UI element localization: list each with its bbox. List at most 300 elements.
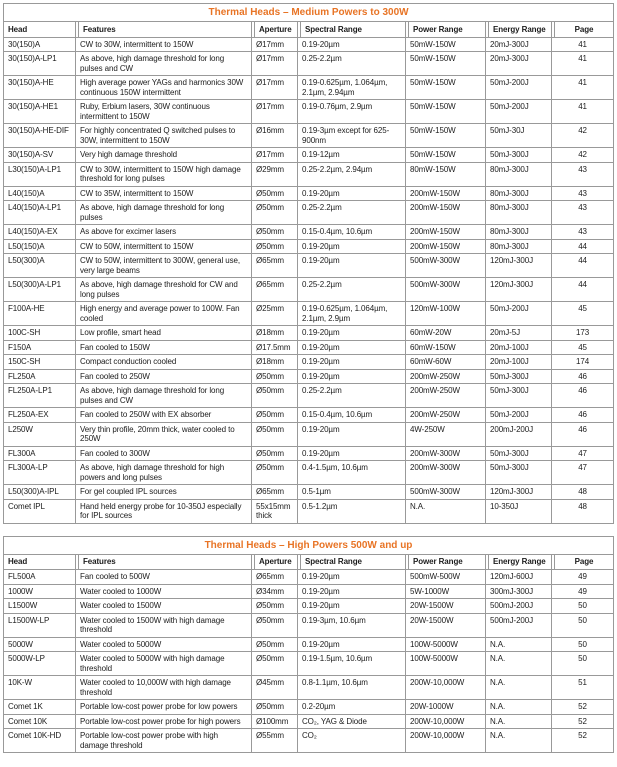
table-row xyxy=(4,676,614,700)
cell-power-range: N.A. xyxy=(406,499,486,523)
table-row xyxy=(4,384,614,408)
cell-head: L40(150)A-LP1 xyxy=(4,201,76,225)
cell-power-range: 50mW-150W xyxy=(406,100,486,124)
cell-aperture: Ø50mm xyxy=(252,186,298,201)
table-row xyxy=(4,461,614,485)
table-title: Thermal Heads – Medium Powers to 300W xyxy=(4,4,614,22)
column-header-spectral-range: Spectral Range xyxy=(298,554,406,570)
cell-features: CW to 30W, intermittent to 150W xyxy=(76,37,252,52)
cell-energy-range: 20mJ-5J xyxy=(486,326,552,341)
table-row xyxy=(4,599,614,614)
cell-spectral-range: CO₂ xyxy=(298,729,406,753)
cell-head: L50(300)A-IPL xyxy=(4,485,76,500)
table-row xyxy=(4,239,614,254)
column-header-energy-range: Energy Range xyxy=(486,554,552,570)
cell-aperture: Ø34mm xyxy=(252,584,298,599)
cell-head: 100C-SH xyxy=(4,326,76,341)
cell-aperture: Ø50mm xyxy=(252,461,298,485)
cell-features: Fan cooled to 150W xyxy=(76,340,252,355)
table-row xyxy=(4,422,614,446)
cell-features: Water cooled to 10,000W with high damage threshold xyxy=(76,676,252,700)
cell-aperture: Ø17mm xyxy=(252,52,298,76)
cell-head: 30(150)A-LP1 xyxy=(4,52,76,76)
cell-spectral-range: 0.19-20µm xyxy=(298,37,406,52)
cell-energy-range: 300mJ-300J xyxy=(486,584,552,599)
cell-head: Comet 1K xyxy=(4,700,76,715)
cell-page: 41 xyxy=(552,100,614,124)
cell-spectral-range: 0.25-2.2µm, 2.94µm xyxy=(298,162,406,186)
cell-features: High energy and average power to 100W. Fan cooled xyxy=(76,302,252,326)
column-header-page: Page xyxy=(552,22,614,38)
cell-features: Water cooled to 1500W with high damage threshold xyxy=(76,613,252,637)
cell-energy-range: 20mJ-100J xyxy=(486,355,552,370)
cell-power-range: 50mW-150W xyxy=(406,124,486,148)
column-header-aperture: Aperture xyxy=(252,554,298,570)
cell-features: Compact conduction cooled xyxy=(76,355,252,370)
cell-power-range: 50mW-150W xyxy=(406,52,486,76)
cell-power-range: 50mW-150W xyxy=(406,148,486,163)
table-row xyxy=(4,201,614,225)
cell-page: 44 xyxy=(552,254,614,278)
cell-aperture: Ø17mm xyxy=(252,100,298,124)
cell-spectral-range: 0.19-20µm xyxy=(298,570,406,585)
cell-power-range: 200W-10,000W xyxy=(406,714,486,729)
table-row xyxy=(4,254,614,278)
cell-power-range: 100W-5000W xyxy=(406,637,486,652)
cell-head: 30(150)A-HE1 xyxy=(4,100,76,124)
cell-page: 42 xyxy=(552,124,614,148)
table-row xyxy=(4,225,614,240)
cell-energy-range: 50mJ-300J xyxy=(486,384,552,408)
column-header-features: Features xyxy=(76,554,252,570)
table-row xyxy=(4,570,614,585)
cell-energy-range: 10-350J xyxy=(486,499,552,523)
cell-features: Very high damage threshold xyxy=(76,148,252,163)
cell-energy-range: 80mJ-300J xyxy=(486,186,552,201)
products-table-medium-powers xyxy=(3,3,614,524)
cell-power-range: 200mW-150W xyxy=(406,186,486,201)
cell-energy-range: 50mJ-200J xyxy=(486,408,552,423)
table-row xyxy=(4,652,614,676)
cell-spectral-range: 0.19-20µm xyxy=(298,239,406,254)
table-row xyxy=(4,278,614,302)
table-row xyxy=(4,124,614,148)
cell-features: Water cooled to 1000W xyxy=(76,584,252,599)
cell-power-range: 200mW-250W xyxy=(406,384,486,408)
cell-features: High average power YAGs and harmonics 30W continuous 150W intermittent xyxy=(76,76,252,100)
cell-power-range: 20W-1500W xyxy=(406,613,486,637)
cell-power-range: 50mW-150W xyxy=(406,76,486,100)
cell-spectral-range: 0.19-20µm xyxy=(298,446,406,461)
cell-aperture: Ø29mm xyxy=(252,162,298,186)
cell-page: 45 xyxy=(552,340,614,355)
cell-head: 150C-SH xyxy=(4,355,76,370)
cell-power-range: 60mW-20W xyxy=(406,326,486,341)
cell-spectral-range: 0.19-20µm xyxy=(298,584,406,599)
cell-spectral-range: 0.19-20µm xyxy=(298,355,406,370)
cell-aperture: Ø50mm xyxy=(252,446,298,461)
column-header-head: Head xyxy=(4,22,76,38)
cell-power-range: 500mW-500W xyxy=(406,570,486,585)
cell-page: 44 xyxy=(552,239,614,254)
cell-aperture: Ø45mm xyxy=(252,676,298,700)
table-row xyxy=(4,584,614,599)
cell-power-range: 200mW-250W xyxy=(406,369,486,384)
cell-head: FL250A xyxy=(4,369,76,384)
cell-power-range: 20W-1000W xyxy=(406,700,486,715)
cell-energy-range: 50mJ-30J xyxy=(486,124,552,148)
cell-aperture: Ø17mm xyxy=(252,37,298,52)
table-row xyxy=(4,302,614,326)
cell-spectral-range: 0.19-3µm, 10.6µm xyxy=(298,613,406,637)
cell-spectral-range: 0.5-1.2µm xyxy=(298,499,406,523)
cell-spectral-range: 0.25-2.2µm xyxy=(298,201,406,225)
cell-energy-range: 50mJ-200J xyxy=(486,100,552,124)
cell-features: Fan cooled to 250W with EX absorber xyxy=(76,408,252,423)
cell-power-range: 200mW-300W xyxy=(406,461,486,485)
cell-energy-range: 80mJ-300J xyxy=(486,201,552,225)
cell-features: CW to 30W, intermittent to 150W high damage threshold for long pulses xyxy=(76,162,252,186)
cell-spectral-range: 0.19-20µm xyxy=(298,422,406,446)
cell-energy-range: 50mJ-300J xyxy=(486,369,552,384)
cell-power-range: 200mW-300W xyxy=(406,446,486,461)
cell-power-range: 80mW-150W xyxy=(406,162,486,186)
table-title: Thermal Heads – High Powers 500W and up xyxy=(4,536,614,554)
column-header-aperture: Aperture xyxy=(252,22,298,38)
cell-head: L50(300)A-LP1 xyxy=(4,278,76,302)
cell-page: 43 xyxy=(552,186,614,201)
cell-features: Fan cooled to 250W xyxy=(76,369,252,384)
cell-page: 51 xyxy=(552,676,614,700)
cell-page: 49 xyxy=(552,584,614,599)
cell-features: Portable low-cost power probe with high damage threshold xyxy=(76,729,252,753)
cell-features: Very thin profile, 20mm thick, water cooled to 250W xyxy=(76,422,252,446)
cell-aperture: Ø100mm xyxy=(252,714,298,729)
cell-energy-range: 20mJ-100J xyxy=(486,340,552,355)
cell-features: Low profile, smart head xyxy=(76,326,252,341)
cell-energy-range: N.A. xyxy=(486,637,552,652)
cell-head: FL300A-LP xyxy=(4,461,76,485)
cell-power-range: 200W-10,000W xyxy=(406,676,486,700)
cell-aperture: Ø50mm xyxy=(252,613,298,637)
cell-features: For highly concentrated Q switched pulses to 30W, intermittent to 150W xyxy=(76,124,252,148)
cell-energy-range: 50mJ-200J xyxy=(486,302,552,326)
column-header-power-range: Power Range xyxy=(406,22,486,38)
column-header-features: Features xyxy=(76,22,252,38)
cell-spectral-range: 0.19-20µm xyxy=(298,340,406,355)
cell-energy-range: 120mJ-300J xyxy=(486,254,552,278)
cell-features: As above, high damage threshold for CW and long pulses xyxy=(76,278,252,302)
cell-spectral-range: 0.19-0.76µm, 2.9µm xyxy=(298,100,406,124)
cell-aperture: Ø50mm xyxy=(252,599,298,614)
cell-power-range: 60mW-60W xyxy=(406,355,486,370)
cell-head: 30(150)A-HE xyxy=(4,76,76,100)
cell-power-range: 50mW-150W xyxy=(406,37,486,52)
cell-energy-range: N.A. xyxy=(486,700,552,715)
column-header-spectral-range: Spectral Range xyxy=(298,22,406,38)
cell-features: As above, high damage threshold for long pulses and CW xyxy=(76,52,252,76)
cell-page: 48 xyxy=(552,499,614,523)
table-row xyxy=(4,162,614,186)
cell-head: L50(150)A xyxy=(4,239,76,254)
cell-energy-range: 120mJ-600J xyxy=(486,570,552,585)
cell-power-range: 200W-10,000W xyxy=(406,729,486,753)
cell-features: Fan cooled to 500W xyxy=(76,570,252,585)
cell-energy-range: N.A. xyxy=(486,729,552,753)
cell-energy-range: 500mJ-200J xyxy=(486,613,552,637)
cell-head: L40(150)A-EX xyxy=(4,225,76,240)
cell-spectral-range: 0.25-2.2µm xyxy=(298,278,406,302)
table-title-row xyxy=(4,536,614,554)
cell-aperture: Ø17mm xyxy=(252,76,298,100)
cell-spectral-range: 0.19-20µm xyxy=(298,326,406,341)
cell-energy-range: 200mJ-200J xyxy=(486,422,552,446)
cell-energy-range: 500mJ-200J xyxy=(486,599,552,614)
cell-energy-range: 20mJ-300J xyxy=(486,52,552,76)
cell-features: CW to 50W, intermittent to 150W xyxy=(76,239,252,254)
cell-energy-range: 80mJ-300J xyxy=(486,239,552,254)
cell-spectral-range: 0.19-0.625µm, 1.064µm, 2.1µm, 2.94µm xyxy=(298,76,406,100)
cell-spectral-range: 0.19-0.625µm, 1.064µm, 2.1µm, 2.9µm xyxy=(298,302,406,326)
cell-aperture: 55x15mm thick xyxy=(252,499,298,523)
table-body xyxy=(4,536,614,753)
cell-head: L1500W-LP xyxy=(4,613,76,637)
cell-power-range: 500mW-300W xyxy=(406,254,486,278)
table-row xyxy=(4,408,614,423)
cell-features: As above, high damage threshold for long pulses and CW xyxy=(76,384,252,408)
cell-energy-range: 120mJ-300J xyxy=(486,485,552,500)
cell-features: Portable low-cost power probe for high powers xyxy=(76,714,252,729)
cell-head: 5000W xyxy=(4,637,76,652)
cell-features: Water cooled to 1500W xyxy=(76,599,252,614)
cell-page: 174 xyxy=(552,355,614,370)
cell-power-range: 100W-5000W xyxy=(406,652,486,676)
table-row xyxy=(4,340,614,355)
table-row xyxy=(4,326,614,341)
cell-aperture: Ø55mm xyxy=(252,729,298,753)
cell-page: 49 xyxy=(552,570,614,585)
cell-spectral-range: CO₂, YAG & Diode xyxy=(298,714,406,729)
cell-spectral-range: 0.19-20µm xyxy=(298,599,406,614)
cell-energy-range: 80mJ-300J xyxy=(486,225,552,240)
table-row xyxy=(4,148,614,163)
table-row xyxy=(4,613,614,637)
cell-aperture: Ø65mm xyxy=(252,485,298,500)
cell-energy-range: N.A. xyxy=(486,714,552,729)
cell-page: 50 xyxy=(552,613,614,637)
table-row xyxy=(4,76,614,100)
cell-aperture: Ø25mm xyxy=(252,302,298,326)
cell-features: Water cooled to 5000W with high damage threshold xyxy=(76,652,252,676)
cell-page: 52 xyxy=(552,714,614,729)
cell-page: 41 xyxy=(552,52,614,76)
cell-spectral-range: 0.19-20µm xyxy=(298,254,406,278)
cell-energy-range: 50mJ-300J xyxy=(486,446,552,461)
cell-page: 41 xyxy=(552,76,614,100)
cell-aperture: Ø65mm xyxy=(252,254,298,278)
cell-aperture: Ø16mm xyxy=(252,124,298,148)
table-row xyxy=(4,446,614,461)
cell-features: Fan cooled to 300W xyxy=(76,446,252,461)
cell-spectral-range: 0.19-20µm xyxy=(298,637,406,652)
cell-energy-range: N.A. xyxy=(486,652,552,676)
column-header-head: Head xyxy=(4,554,76,570)
cell-features: As above for excimer lasers xyxy=(76,225,252,240)
cell-aperture: Ø65mm xyxy=(252,278,298,302)
cell-page: 173 xyxy=(552,326,614,341)
cell-power-range: 200mW-150W xyxy=(406,225,486,240)
cell-head: FL300A xyxy=(4,446,76,461)
cell-head: 10K-W xyxy=(4,676,76,700)
cell-spectral-range: 0.15-0.4µm, 10.6µm xyxy=(298,225,406,240)
cell-spectral-range: 0.19-20µm xyxy=(298,369,406,384)
cell-head: L1500W xyxy=(4,599,76,614)
cell-aperture: Ø50mm xyxy=(252,422,298,446)
cell-page: 50 xyxy=(552,652,614,676)
cell-power-range: 200mW-150W xyxy=(406,239,486,254)
cell-head: F100A-HE xyxy=(4,302,76,326)
table-row xyxy=(4,700,614,715)
table-row xyxy=(4,100,614,124)
cell-page: 50 xyxy=(552,599,614,614)
cell-energy-range: 50mJ-300J xyxy=(486,148,552,163)
cell-aperture: Ø50mm xyxy=(252,384,298,408)
cell-aperture: Ø50mm xyxy=(252,201,298,225)
cell-aperture: Ø17.5mm xyxy=(252,340,298,355)
cell-spectral-range: 0.19-3µm except for 625-900nm xyxy=(298,124,406,148)
column-header-power-range: Power Range xyxy=(406,554,486,570)
cell-head: F150A xyxy=(4,340,76,355)
cell-page: 46 xyxy=(552,408,614,423)
cell-page: 44 xyxy=(552,278,614,302)
cell-page: 43 xyxy=(552,225,614,240)
products-table-high-powers xyxy=(3,536,614,754)
cell-page: 43 xyxy=(552,162,614,186)
cell-spectral-range: 0.5-1µm xyxy=(298,485,406,500)
cell-power-range: 500mW-300W xyxy=(406,485,486,500)
cell-page: 48 xyxy=(552,485,614,500)
cell-spectral-range: 0.8-1.1µm, 10.6µm xyxy=(298,676,406,700)
cell-page: 52 xyxy=(552,729,614,753)
cell-head: FL500A xyxy=(4,570,76,585)
cell-power-range: 60mW-150W xyxy=(406,340,486,355)
cell-page: 42 xyxy=(552,148,614,163)
cell-head: 5000W-LP xyxy=(4,652,76,676)
cell-aperture: Ø50mm xyxy=(252,700,298,715)
cell-features: Water cooled to 5000W xyxy=(76,637,252,652)
header-row xyxy=(4,22,614,38)
cell-page: 46 xyxy=(552,422,614,446)
cell-head: Comet IPL xyxy=(4,499,76,523)
cell-energy-range: 120mJ-300J xyxy=(486,278,552,302)
cell-energy-range: 50mJ-200J xyxy=(486,76,552,100)
cell-head: L50(300)A xyxy=(4,254,76,278)
table-row xyxy=(4,714,614,729)
column-header-page: Page xyxy=(552,554,614,570)
cell-page: 46 xyxy=(552,384,614,408)
table-row xyxy=(4,485,614,500)
cell-head: L250W xyxy=(4,422,76,446)
cell-spectral-range: 0.2-20µm xyxy=(298,700,406,715)
cell-features: Hand held energy probe for 10-350J especially for IPL sources xyxy=(76,499,252,523)
cell-spectral-range: 0.19-20µm xyxy=(298,186,406,201)
cell-page: 47 xyxy=(552,461,614,485)
cell-features: For gel coupled IPL sources xyxy=(76,485,252,500)
cell-spectral-range: 0.19-12µm xyxy=(298,148,406,163)
column-header-energy-range: Energy Range xyxy=(486,22,552,38)
cell-page: 45 xyxy=(552,302,614,326)
cell-spectral-range: 0.15-0.4µm, 10.6µm xyxy=(298,408,406,423)
cell-energy-range: N.A. xyxy=(486,676,552,700)
cell-page: 41 xyxy=(552,37,614,52)
cell-aperture: Ø65mm xyxy=(252,570,298,585)
table-row xyxy=(4,355,614,370)
cell-head: FL250A-LP1 xyxy=(4,384,76,408)
cell-aperture: Ø50mm xyxy=(252,408,298,423)
cell-aperture: Ø50mm xyxy=(252,652,298,676)
cell-features: As above, high damage threshold for high powers and long pulses xyxy=(76,461,252,485)
cell-power-range: 200mW-250W xyxy=(406,408,486,423)
cell-aperture: Ø50mm xyxy=(252,225,298,240)
cell-head: FL250A-EX xyxy=(4,408,76,423)
cell-page: 47 xyxy=(552,446,614,461)
cell-energy-range: 20mJ-300J xyxy=(486,37,552,52)
cell-aperture: Ø50mm xyxy=(252,637,298,652)
cell-page: 52 xyxy=(552,700,614,715)
cell-features: CW to 50W, intermittent to 300W, general use, very large beams xyxy=(76,254,252,278)
cell-aperture: Ø18mm xyxy=(252,326,298,341)
cell-spectral-range: 0.25-2.2µm xyxy=(298,52,406,76)
cell-power-range: 5W-1000W xyxy=(406,584,486,599)
header-row xyxy=(4,554,614,570)
cell-spectral-range: 0.4-1.5µm, 10.6µm xyxy=(298,461,406,485)
cell-power-range: 20W-1500W xyxy=(406,599,486,614)
cell-spectral-range: 0.25-2.2µm xyxy=(298,384,406,408)
cell-page: 50 xyxy=(552,637,614,652)
table-row xyxy=(4,52,614,76)
cell-features: Ruby, Erbium lasers, 30W continuous intermittent to 150W xyxy=(76,100,252,124)
cell-page: 43 xyxy=(552,201,614,225)
cell-head: 1000W xyxy=(4,584,76,599)
cell-aperture: Ø18mm xyxy=(252,355,298,370)
cell-spectral-range: 0.19-1.5µm, 10.6µm xyxy=(298,652,406,676)
cell-power-range: 120mW-100W xyxy=(406,302,486,326)
cell-energy-range: 50mJ-300J xyxy=(486,461,552,485)
cell-energy-range: 80mJ-300J xyxy=(486,162,552,186)
table-row xyxy=(4,499,614,523)
table-title-row xyxy=(4,4,614,22)
table-row xyxy=(4,186,614,201)
cell-power-range: 200mW-150W xyxy=(406,201,486,225)
cell-aperture: Ø50mm xyxy=(252,239,298,254)
cell-features: CW to 35W, intermittent to 150W xyxy=(76,186,252,201)
cell-head: Comet 10K xyxy=(4,714,76,729)
table-row xyxy=(4,729,614,753)
cell-head: L30(150)A-LP1 xyxy=(4,162,76,186)
cell-power-range: 500mW-300W xyxy=(406,278,486,302)
cell-head: Comet 10K-HD xyxy=(4,729,76,753)
table-body xyxy=(4,4,614,524)
cell-features: As above, high damage threshold for long pulses xyxy=(76,201,252,225)
cell-head: 30(150)A-HE-DIF xyxy=(4,124,76,148)
cell-aperture: Ø17mm xyxy=(252,148,298,163)
cell-page: 46 xyxy=(552,369,614,384)
table-row xyxy=(4,369,614,384)
cell-head: 30(150)A xyxy=(4,37,76,52)
cell-features: Portable low-cost power probe for low powers xyxy=(76,700,252,715)
table-row xyxy=(4,637,614,652)
table-row xyxy=(4,37,614,52)
